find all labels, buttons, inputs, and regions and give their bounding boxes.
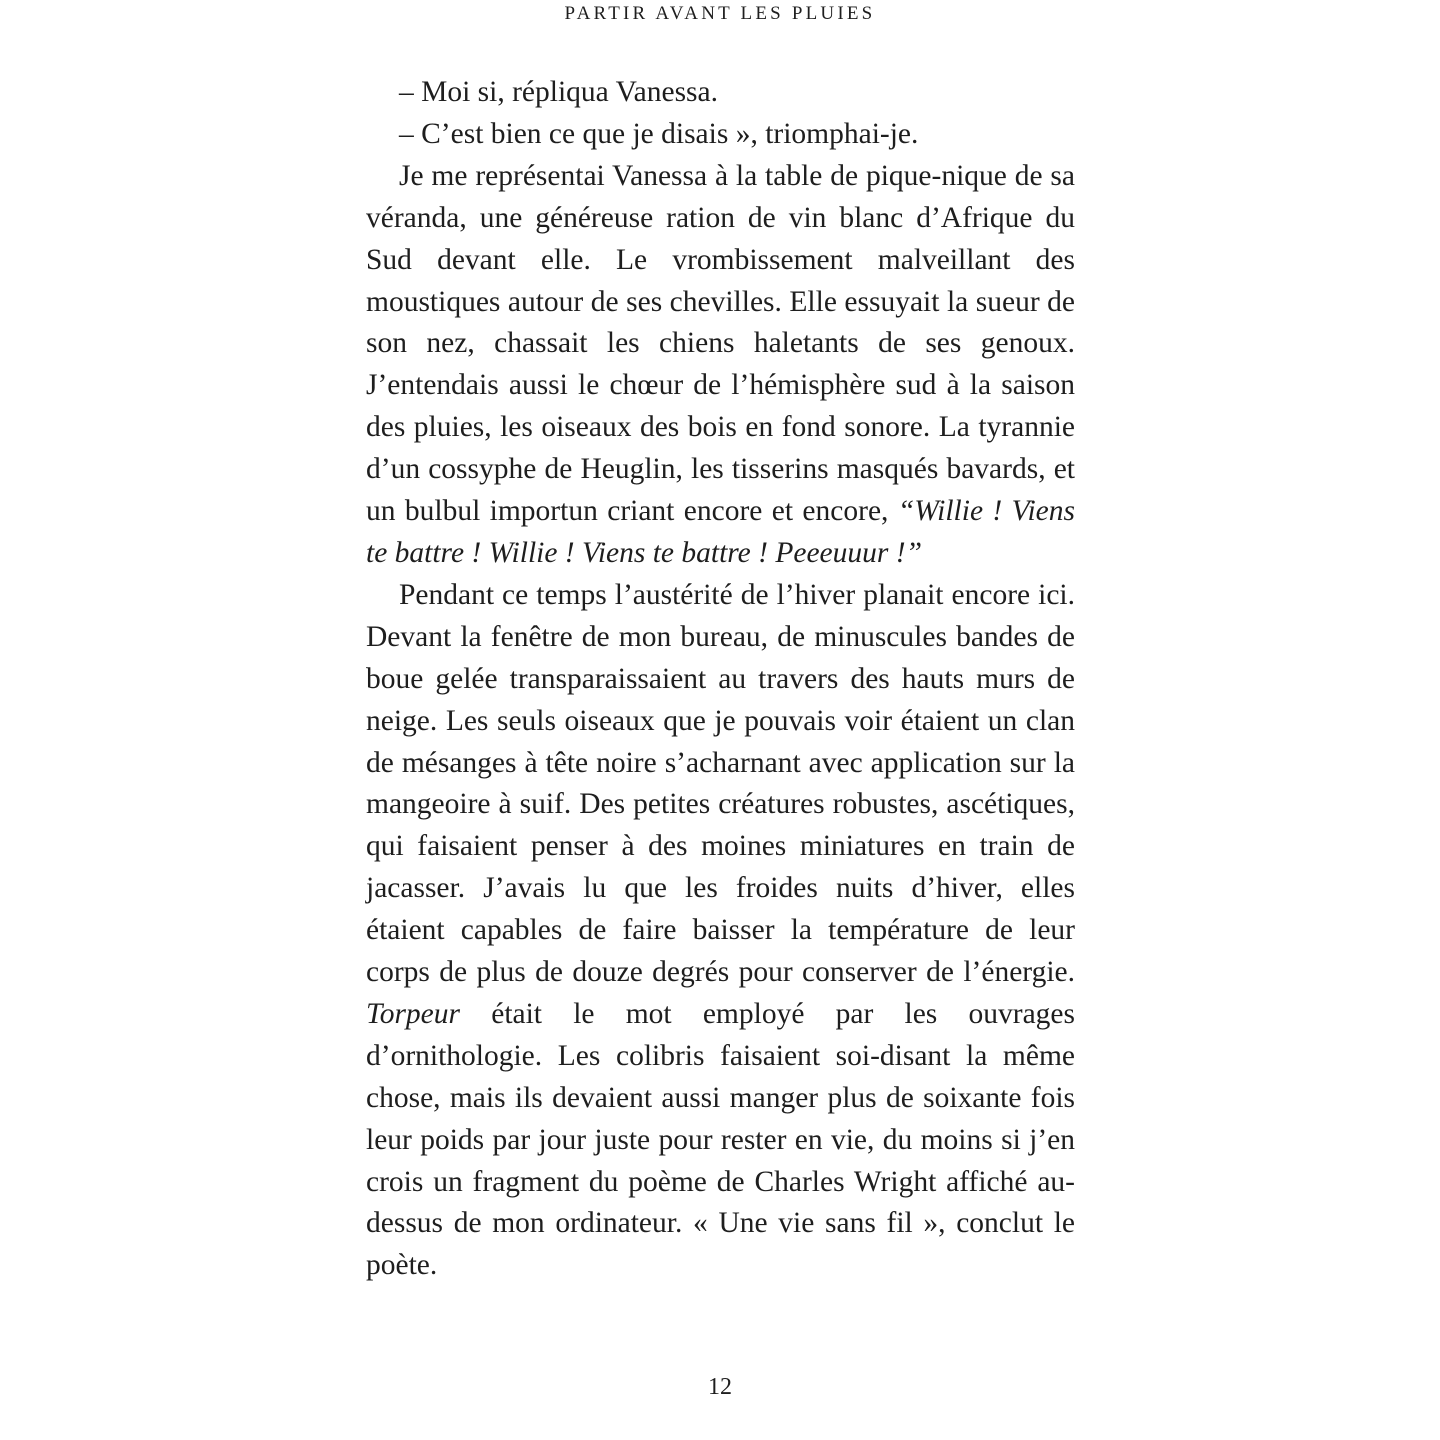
running-head: PARTIR AVANT LES PLUIES (564, 3, 876, 24)
dialogue-line-1: – Moi si, répliqua Vanessa. (399, 76, 718, 108)
paragraph-2-text-before: Pendant ce temps l’austérité de l’hiver planait encore ici. Devant la fenêtre de mon bureau, de minuscules bandes de boue gelée transparaissaient au travers des hauts murs de neige. Les seuls oiseaux que je pouvais voir étaient un clan de mésanges à tête noire s’acharnant avec application sur la mangeoire à suif. Des petites créatures robustes, ascétiques, qui faisaient penser à des moines miniatures en train de jacasser. J’avais lu que les froides nuits d’hiver, elles étaient capables de faire baisser la température de leur corps de plus de douze degrés pour conserver de l’énergie. (366, 578, 1075, 989)
dialogue-line-2: – C’est bien ce que je disais », triomphai-je. (399, 117, 919, 150)
paragraph-1-text: Je me représentai Vanessa à la table de pique-nique de sa véranda, une généreuse ration de vin blanc d’Afrique du Sud devant elle. Le vrombissement malveillant des moustiques autour de ses chevilles. Elle essuyait la sueur de son nez, chassait les chiens haletants de ses genoux. J’entendais aussi le chœur de l’hémisphère sud à la saison des pluies, les oiseaux des bois en fond sonore. La tyrannie d’un cossyphe de Heuglin, les tisserins masqués bavards, et un bulbul importun criant encore et encore, (366, 159, 1075, 528)
body-text (366, 72, 1075, 1287)
paragraph-1 (366, 156, 1075, 575)
paragraph-2 (366, 575, 1075, 1287)
page-number: 12 (708, 1374, 732, 1400)
paragraph-2-text-after: était le mot employé par les ouvrages d’ornithologie. Les colibris faisaient soi-disant la même chose, mais ils devaient aussi manger plus de soixante fois leur poids par jour juste pour rester en vie, du moins si j’en crois un fragment du poème de Charles Wright affiché au-dessus de mon ordinateur. « Une vie sans fil », conclut le poète. (366, 997, 1075, 1282)
torpeur-term: Torpeur (366, 997, 461, 1030)
bird-call-quote: “Willie ! Viens te battre ! Willie ! Viens te battre ! Peeeuuur !” (366, 495, 1075, 569)
